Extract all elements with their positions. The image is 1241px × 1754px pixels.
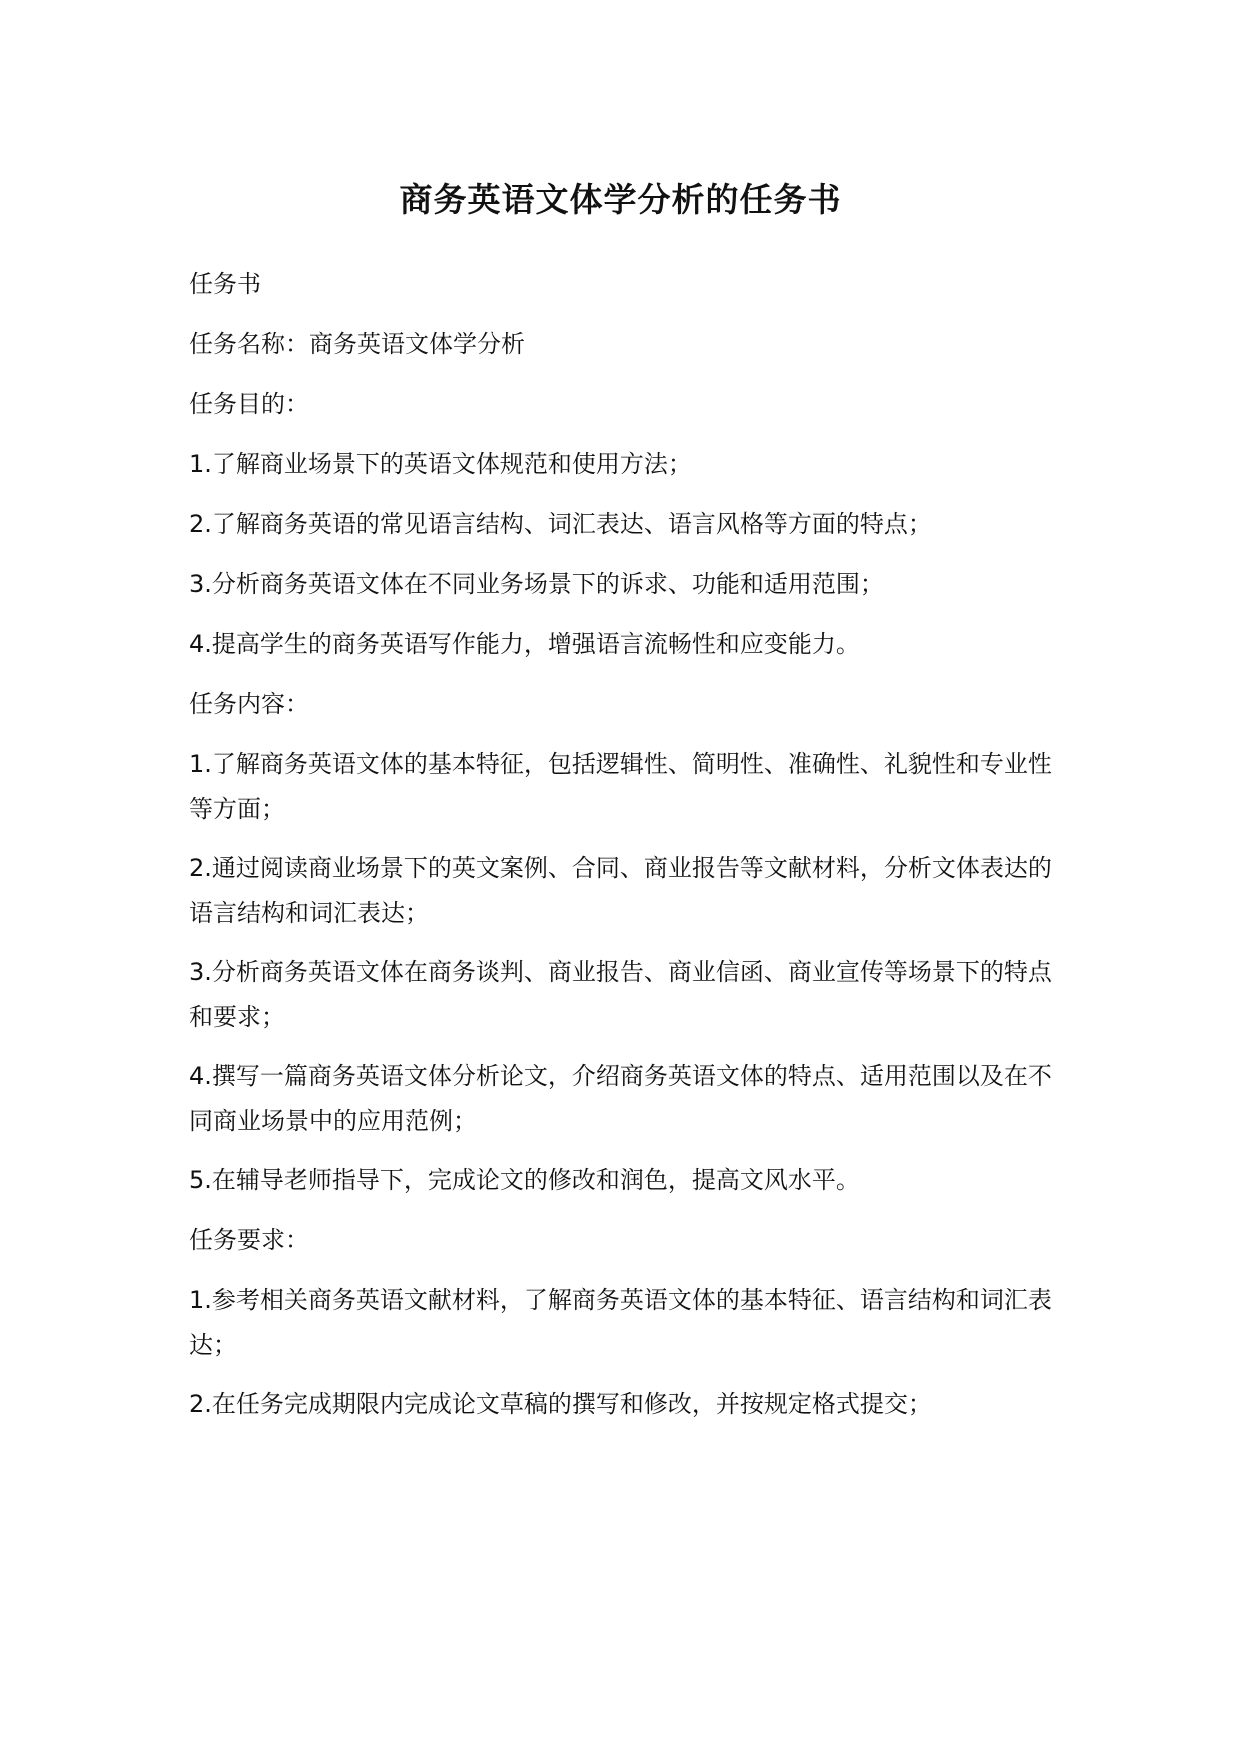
paragraph-content-1: 1.了解商务英语文体的基本特征，包括逻辑性、简明性、准确性、礼貌性和专业性等方面； <box>189 750 1052 823</box>
paragraph-purpose-1: 1.了解商业场景下的英语文体规范和使用方法； <box>189 450 692 478</box>
paragraph-heading-purpose: 任务目的： <box>189 390 309 418</box>
paragraph-content-2: 2.通过阅读商业场景下的英文案例、合同、商业报告等文献材料，分析文体表达的语言结构和词汇表达； <box>189 854 1052 927</box>
paragraph-heading-task-book: 任务书 <box>189 270 261 298</box>
paragraph-heading-requirements: 任务要求： <box>189 1226 309 1254</box>
paragraph-heading-content: 任务内容： <box>189 690 309 718</box>
paragraph-content-5: 5.在辅导老师指导下，完成论文的修改和润色，提高文风水平。 <box>189 1166 860 1194</box>
paragraph-task-name: 任务名称：商务英语文体学分析 <box>189 330 525 358</box>
paragraph-content-4: 4.撰写一篇商务英语文体分析论文，介绍商务英语文体的特点、适用范围以及在不同商业场景中的应用范例； <box>189 1062 1052 1135</box>
paragraph-purpose-3: 3.分析商务英语文体在不同业务场景下的诉求、功能和适用范围； <box>189 570 884 598</box>
paragraph-content-3: 3.分析商务英语文体在商务谈判、商业报告、商业信函、商业宣传等场景下的特点和要求； <box>189 958 1052 1031</box>
document-title: 商务英语文体学分析的任务书 <box>399 180 842 219</box>
paragraph-requirement-1: 1.参考相关商务英语文献材料，了解商务英语文体的基本特征、语言结构和词汇表达； <box>189 1286 1052 1359</box>
paragraph-requirement-2: 2.在任务完成期限内完成论文草稿的撰写和修改，并按规定格式提交； <box>189 1390 932 1418</box>
paragraph-purpose-2: 2.了解商务英语的常见语言结构、词汇表达、语言风格等方面的特点； <box>189 510 932 538</box>
paragraph-purpose-4: 4.提高学生的商务英语写作能力，增强语言流畅性和应变能力。 <box>189 630 860 658</box>
